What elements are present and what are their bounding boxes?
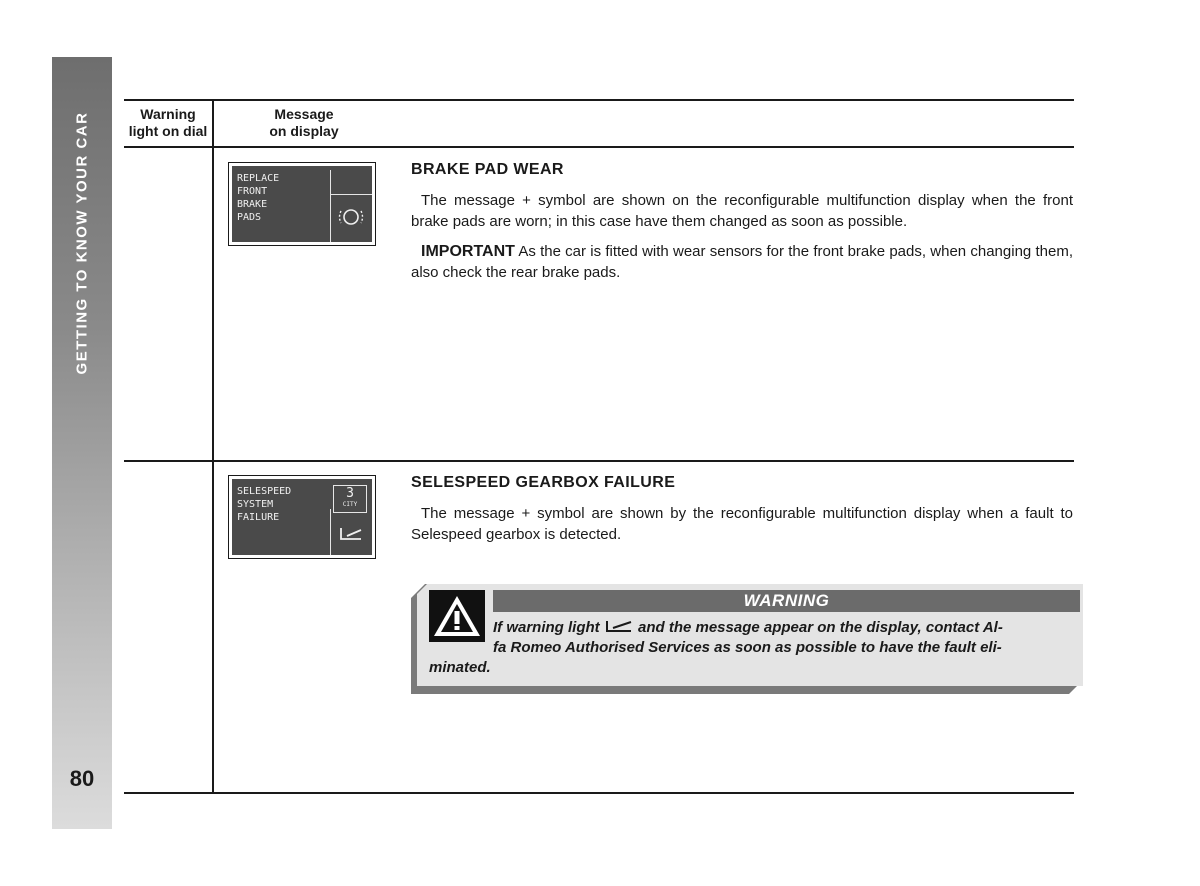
section-title-brake-pad-wear: BRAKE PAD WEAR	[411, 161, 564, 178]
section-title-selespeed-gearbox-failure: SELESPEED GEARBOX FAILURE	[411, 474, 676, 491]
display-line: REPLACE	[237, 173, 280, 184]
display-line: FRONT	[237, 186, 268, 197]
column-header-line: Message	[274, 106, 334, 122]
gearbox-icon	[336, 523, 366, 545]
display-line: SELESPEED	[237, 486, 292, 497]
display-message	[237, 172, 279, 224]
column-header-line: on display	[269, 123, 339, 139]
warning-header: WARNING	[493, 590, 1080, 612]
gearbox-icon	[604, 619, 634, 633]
gear-indicator	[333, 485, 367, 513]
table-bottom-rule	[124, 792, 1074, 794]
display-line: SYSTEM	[237, 499, 274, 510]
gear-mode: CITY	[342, 501, 358, 508]
warning-box	[411, 584, 1083, 694]
table-column-divider	[212, 100, 214, 793]
warning-text-part: and the message appear on the display, contact Al-	[638, 619, 1003, 636]
brake-pad-icon	[336, 206, 366, 228]
display-line: PADS	[237, 212, 262, 223]
brake-pad-display	[228, 162, 376, 246]
display-divider	[330, 509, 331, 555]
important-label: IMPORTANT	[421, 243, 515, 260]
warning-line: minated.	[429, 659, 491, 676]
table-top-rule	[124, 99, 1074, 101]
display-divider	[330, 194, 372, 195]
important-text: As the car is fitted with wear sensors for the front brake pads, when changing them, also check the rear brake pads.	[411, 243, 1073, 281]
table-header-rule	[124, 146, 1074, 148]
display-line: FAILURE	[237, 512, 280, 523]
display-screen	[232, 166, 372, 242]
warning-text-part: If warning light	[493, 619, 600, 636]
display-line: BRAKE	[237, 199, 268, 210]
column-header-message	[214, 106, 394, 140]
chapter-title: GETTING TO KNOW YOUR CAR	[73, 111, 91, 375]
display-divider	[330, 170, 331, 242]
selespeed-display	[228, 475, 376, 559]
column-header-warning-light	[124, 106, 212, 140]
paragraph-text: The message + symbol are shown by the reconfigurable multifunction display when a fault to Selespeed gearbox is detected.	[411, 505, 1073, 543]
display-screen	[232, 479, 372, 555]
section-paragraph	[411, 503, 1073, 545]
warning-line: fa Romeo Authorised Services as soon as possible to have the fault eli-	[493, 639, 1002, 656]
gear-number: 3	[346, 486, 354, 501]
warning-line	[493, 618, 1003, 638]
section-paragraph	[411, 190, 1073, 232]
page-number: 80	[69, 766, 95, 791]
display-message	[237, 485, 291, 524]
warning-triangle-icon	[429, 590, 485, 642]
column-header-line: Warning	[140, 106, 196, 122]
paragraph-text: The message + symbol are shown on the reconfigurable multifunction display when the front brake pads are worn; in this case have them changed as soon as possible.	[411, 192, 1073, 230]
table-row-divider	[124, 460, 1074, 462]
important-note	[411, 241, 1073, 283]
column-header-line: light on dial	[128, 123, 208, 139]
